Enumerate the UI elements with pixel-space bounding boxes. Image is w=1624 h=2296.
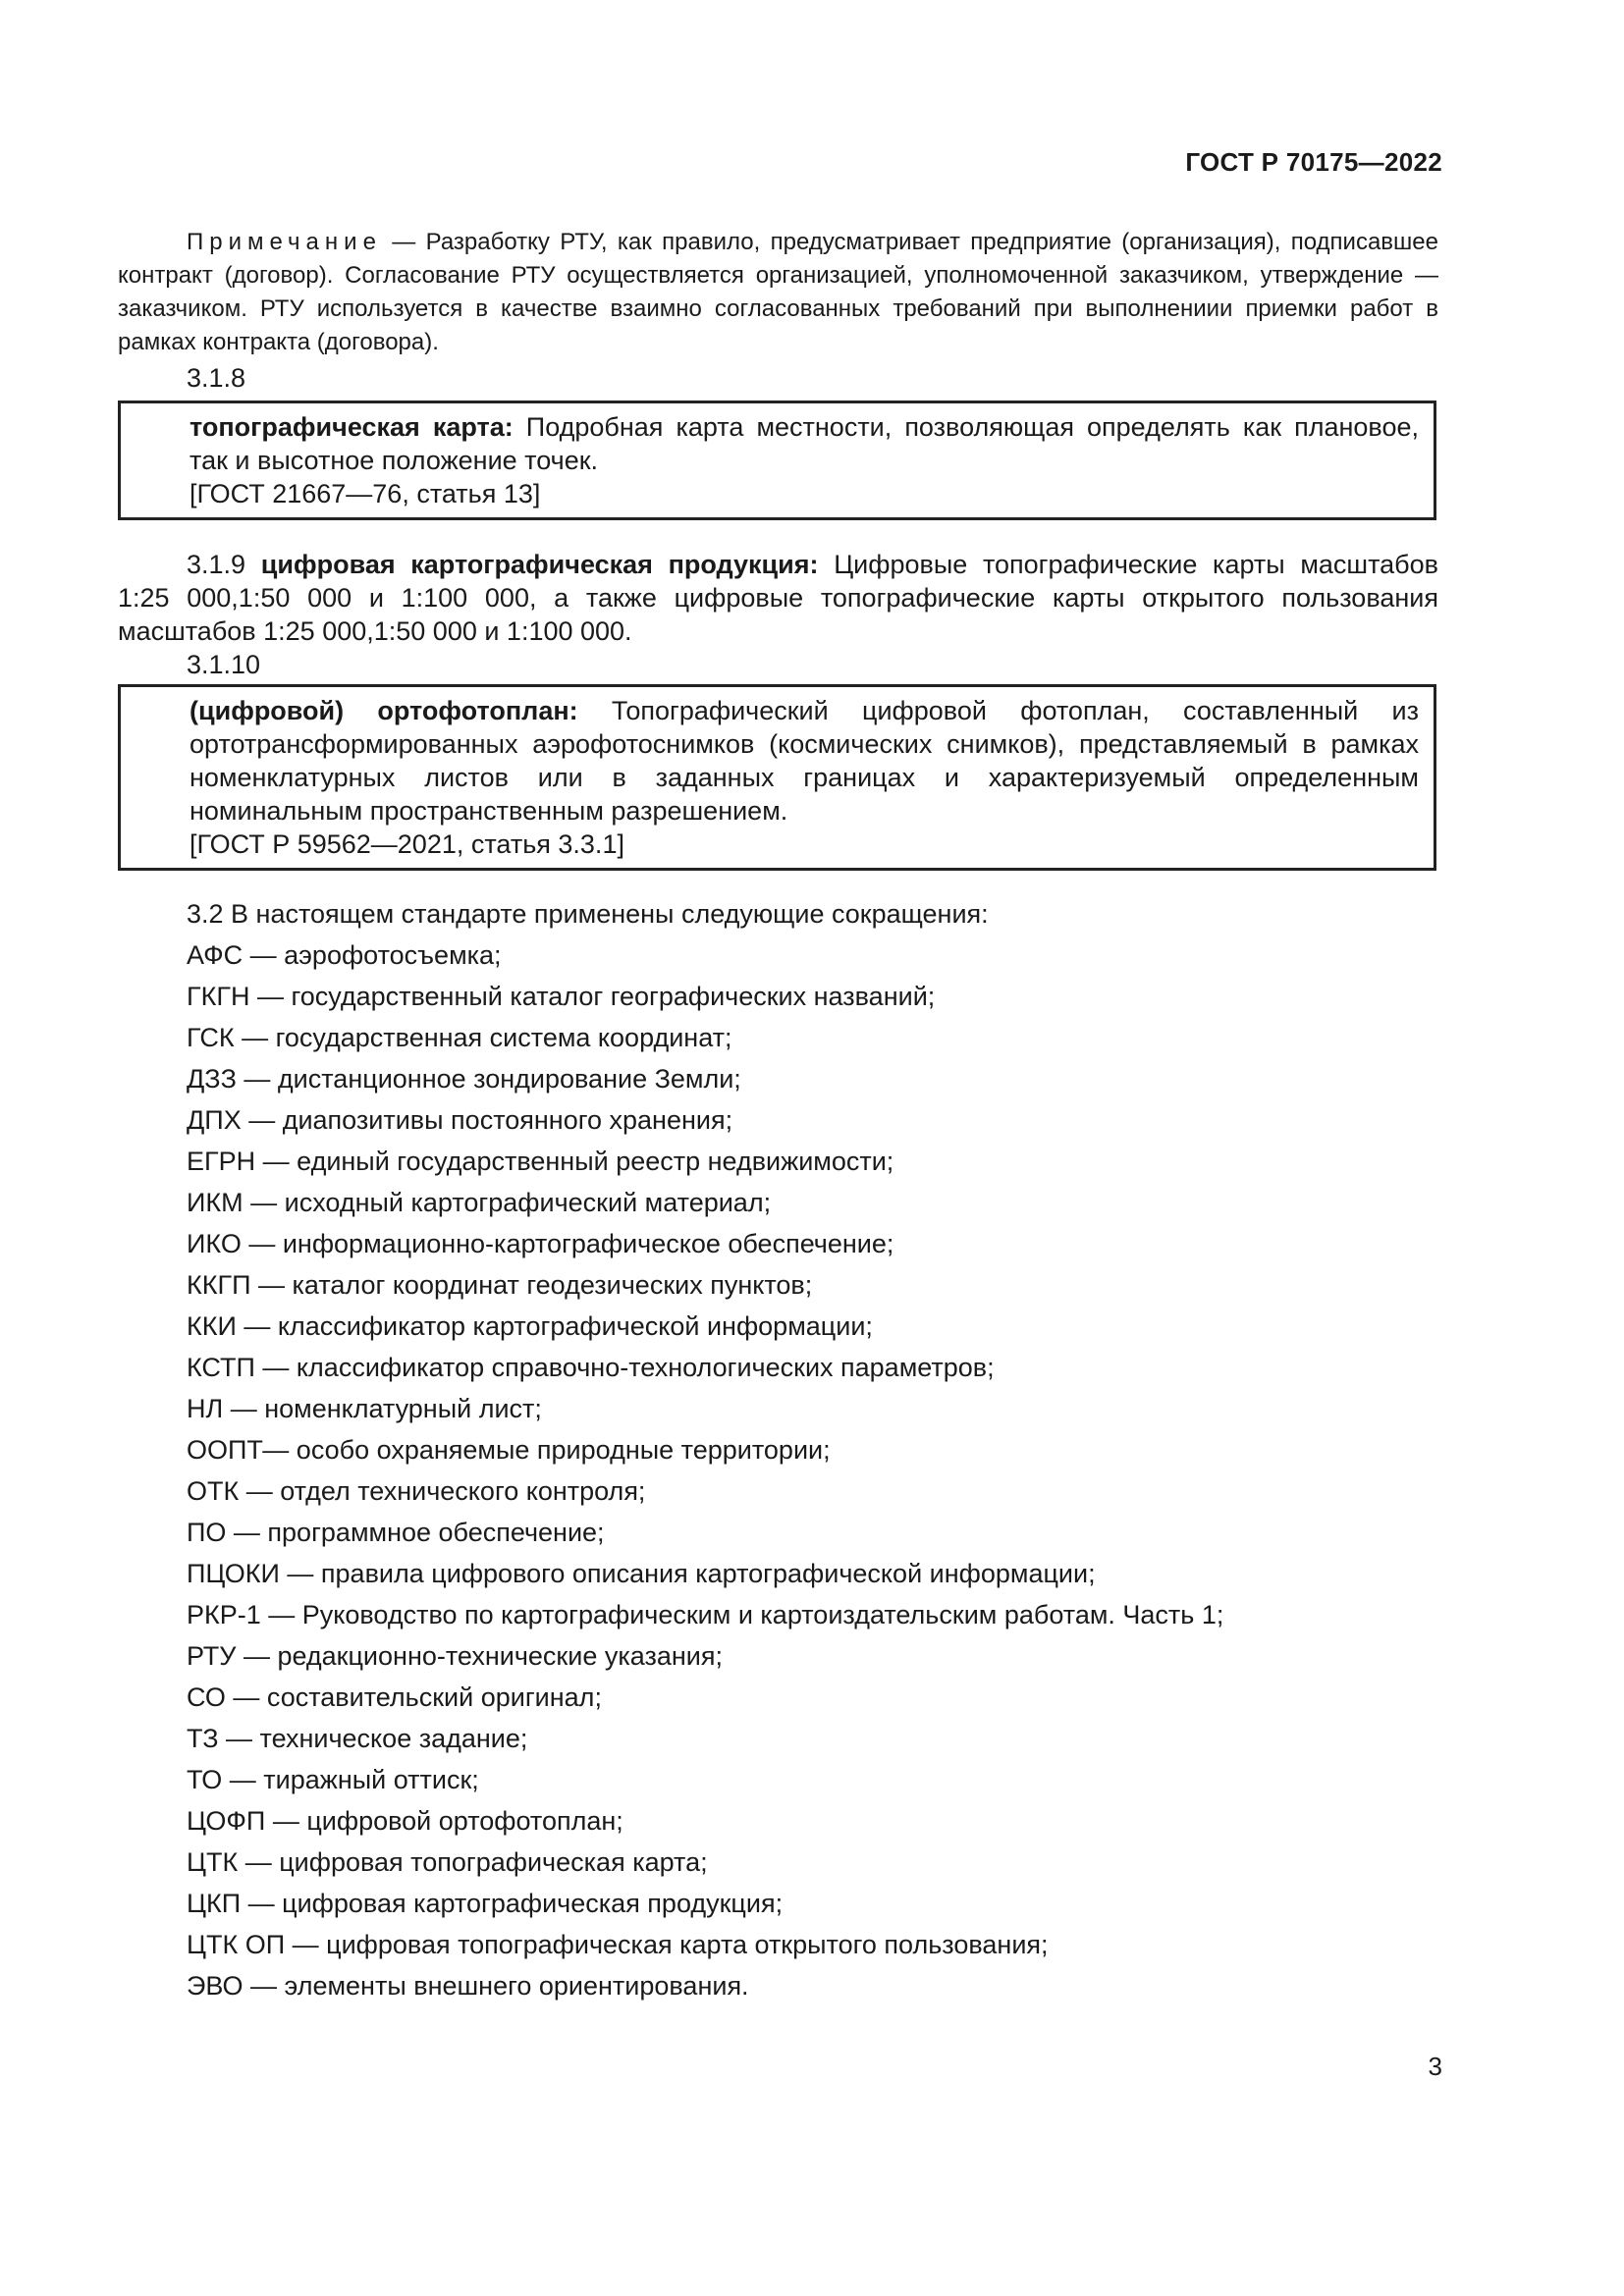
list-item: ОТК — отдел технического контроля; — [187, 1476, 646, 1506]
section-3-1-8-definition: Подробная карта местности, позволяющая определять как плановое, так и высотное положение точек. — [189, 412, 1420, 475]
section-3-1-10-text — [189, 694, 1419, 828]
section-3-1-10-box — [118, 684, 1436, 871]
section-3-1-9-text — [118, 548, 1438, 648]
list-item: ИКМ — исходный картографический материал; — [187, 1188, 772, 1217]
list-item: ТЗ — техническое задание; — [187, 1724, 528, 1753]
list-item: ПЦОКИ — правила цифрового описания картографической информации; — [187, 1559, 1096, 1588]
section-3-1-9-term: цифровая картографическая продукция: — [260, 550, 819, 579]
list-item: ЭВО — элементы внешнего ориентирования. — [187, 1971, 749, 2001]
list-item: ЦОФП — цифровой ортофотоплан; — [187, 1806, 623, 1836]
note-label: Примечание — [187, 229, 382, 255]
abbreviations-intro: 3.2 В настоящем стандарте применены следующие сокращения: — [187, 899, 989, 929]
section-3-1-8-text — [189, 410, 1419, 477]
section-3-1-8-box — [118, 400, 1436, 520]
section-3-1-8-term: топографическая карта: — [189, 412, 514, 442]
list-item: ЦТК ОП — цифровая топографическая карта открытого пользования; — [187, 1930, 1049, 1959]
list-item: ИКО — информационно-картографическое обеспечение; — [187, 1229, 894, 1258]
list-item: КСТП — классификатор справочно-технологических параметров; — [187, 1353, 995, 1382]
abbreviations-list — [187, 934, 1434, 2006]
note-text: — Разработку РТУ, как правило, предусматривает предприятие (организация), подписавшее контракт (договор). Согласование РТУ осуществляется организацией, уполномоченной заказчиком, утверждение — заказчиком. РТУ используется в качестве взаимно согласованных требований при выполнениии приемки работ в рамках контракта (договора). — [118, 229, 1438, 355]
section-3-1-8-source: [ГОСТ 21667—76, статья 13] — [189, 479, 541, 508]
list-item: РТУ — редакционно-технические указания; — [187, 1641, 723, 1671]
list-item: ДПХ — диапозитивы постоянного хранения; — [187, 1105, 733, 1135]
list-item: ТО — тиражный оттиск; — [187, 1765, 479, 1794]
list-item: ООПТ— особо охраняемые природные территории; — [187, 1435, 831, 1465]
section-3-1-10-number: 3.1.10 — [187, 650, 261, 679]
document-header: ГОСТ Р 70175—2022 — [1185, 147, 1442, 177]
list-item: ЦТК — цифровая топографическая карта; — [187, 1847, 708, 1877]
list-item: РКР-1 — Руководство по картографическим и картоиздательским работам. Часть 1; — [187, 1600, 1224, 1629]
list-item: ГКГН — государственный каталог географических названий; — [187, 982, 936, 1011]
note-paragraph — [118, 226, 1438, 359]
note-block — [118, 226, 1438, 359]
section-3-1-10-definition: Топографический цифровой фотоплан, составленный из ортотрансформированных аэрофотоснимков (космических снимков), представляемый в рамках номенклатурных листов или в заданных границах и характеризуемый определенным номинальным пространственным разрешением. — [189, 696, 1419, 826]
section-3-1-10-source: [ГОСТ Р 59562—2021, статья 3.3.1] — [189, 829, 624, 859]
section-3-1-10-term: (цифровой) ортофотоплан: — [189, 696, 578, 725]
section-3-1-8-number: 3.1.8 — [187, 363, 246, 393]
list-item: ЦКП — цифровая картографическая продукция; — [187, 1889, 784, 1918]
list-item: ГСК — государственная система координат; — [187, 1023, 732, 1052]
list-item: ККГП — каталог координат геодезических пунктов; — [187, 1270, 813, 1300]
list-item: ККИ — классификатор картографической информации; — [187, 1311, 873, 1341]
page-number: 3 — [1428, 2052, 1442, 2081]
section-3-1-9-definition: Цифровые топографические карты масштабов 1:25 000,1:50 000 и 1:100 000, а также цифровые топографические карты открытого пользования масштабов 1:25 000,1:50 000 и 1:100 000. — [118, 550, 1438, 646]
list-item: СО — составительский оригинал; — [187, 1682, 602, 1712]
section-3-1-9 — [118, 548, 1438, 648]
list-item: ЕГРН — единый государственный реестр недвижимости; — [187, 1147, 894, 1176]
list-item: ДЗЗ — дистанционное зондирование Земли; — [187, 1064, 741, 1094]
list-item: АФС — аэрофотосъемка; — [187, 940, 502, 970]
list-item: ПО — программное обеспечение; — [187, 1518, 605, 1547]
list-item: НЛ — номенклатурный лист; — [187, 1394, 542, 1423]
section-3-1-9-number: 3.1.9 — [187, 550, 246, 579]
